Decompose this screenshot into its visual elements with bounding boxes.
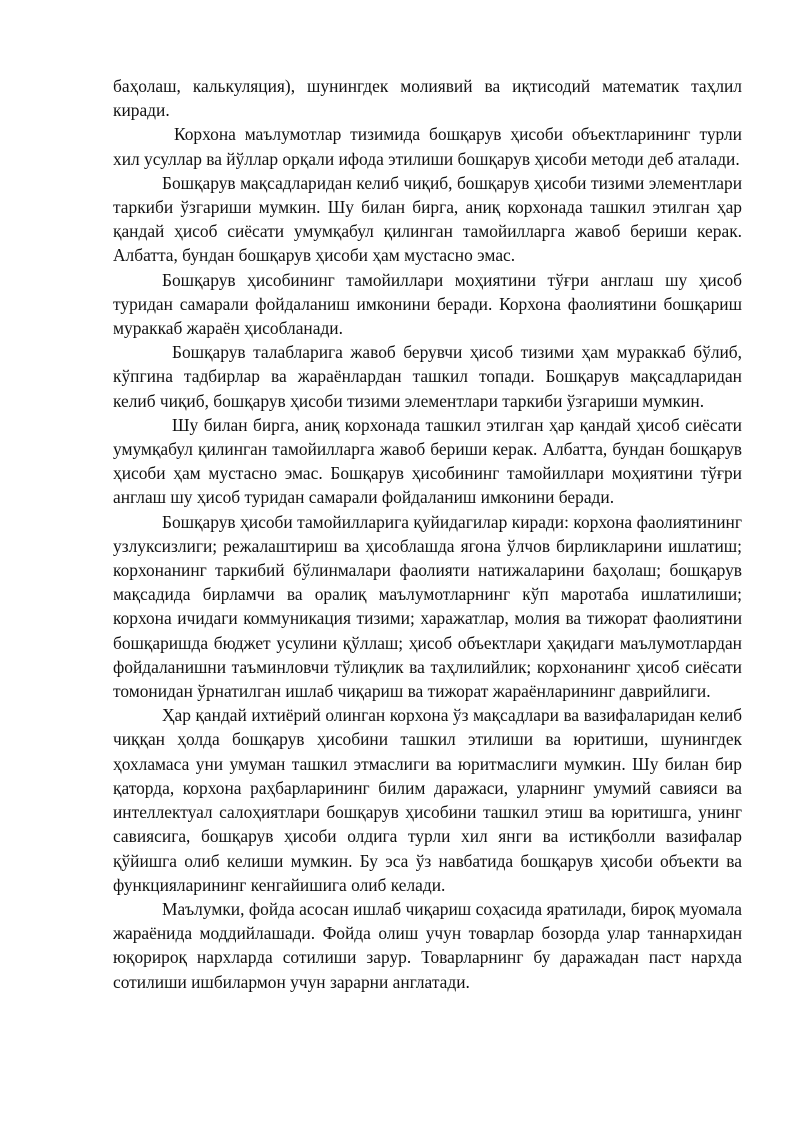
paragraph-1: баҳолаш, калькуляция), шунингдек молиявий ва иқтисодий математик таҳлил киради. — [113, 76, 742, 121]
paragraph-6: Шу билан бирга, аниқ корхонада ташкил этилган ҳар қандай ҳисоб сиёсати умумқабул қилинган тамойилларга жавоб бериши керак. Албатта, бундан бошқарув ҳисоби ҳам мустасно эмас. Бошқарув ҳисобининг тамойиллари моҳиятини тўғри англаш шу ҳисоб туридан самарали фойдаланиш имконини беради. — [113, 414, 742, 508]
paragraph-9: Маълумки, фойда асосан ишлаб чиқариш соҳасида яратилади, бироқ муомала жараёнида моддийлашади. Фойда олиш учун товарлар бозорда улар таннархидан юқорироқ нархларда сотилиши зарур. Товарларнинг бу даражадан паст нархда сотилиши ишбилармон учун зарарни англатади. — [113, 898, 742, 992]
document-page — [113, 74, 742, 994]
paragraph-5: Бошқарув талабларига жавоб берувчи ҳисоб тизими ҳам мураккаб бўлиб, кўпгина тадбирлар ва жараёнлардан ташкил топади. Бошқарув мақсадларидан келиб чиқиб, бошқарув ҳисоби тизими элементлари таркиби ўзгариши мумкин. — [113, 342, 742, 411]
paragraph-7: Бошқарув ҳисоби тамойилларига қуйидагилар киради: корхона фаолиятининг узлуксизлиги; режалаштириш ва ҳисоблашда ягона ўлчов бирликларини ишлатиш; корхонанинг таркибий бўлинмалари фаолияти натижаларини баҳолаш; бошқарув мақсадида бирламчи ва оралиқ маълумотларнинг кўп маротаба ишлатилиши; корхона ичидаги коммуникация тизими; харажатлар, молия ва тижорат фаолиятини бошқаришда бюджет усулини қўллаш; ҳисоб объектлари ҳақидаги маълумотлардан фойдаланишни таъминловчи тўлиқлик ва таҳлилийлик; корхонанинг ҳисоб сиёсати томонидан ўрнатилган ишлаб чиқариш ва тижорат жараёнларининг даврийлиги. — [113, 511, 742, 702]
paragraph-3: Бошқарув мақсадларидан келиб чиқиб, бошқарув ҳисоби тизими элементлари таркиби ўзгариши мумкин. Шу билан бирга, аниқ корхонада ташкил этилган ҳар қандай ҳисоб сиёсати умумқабул қилинган тамойилларга жавоб бериши керак. Албатта, бундан бошқарув ҳисоби ҳам мустасно эмас. — [113, 172, 742, 266]
paragraph-8: Ҳар қандай ихтиёрий олинган корхона ўз мақсадлари ва вазифаларидан келиб чиққан ҳолда бошқарув ҳисобини ташкил этилиши ва юритиши, шунингдек ҳохламаса уни умуман ташкил этмаслиги ва юритмаслиги мумкин. Шу билан бир қаторда, корхона раҳбарларининг билим даражаси, уларнинг умумий савияси ва интеллектуал салоҳиятлари бошқарув ҳисобини ташкил этиш ва юритишга, унинг савиясига, бошқарув ҳисоби олдига турли хил янги ва истиқболли вазифалар қўйишга олиб келиши мумкин. Бу эса ўз навбатида бошқарув ҳисоби объекти ва функцияларининг кенгайишига олиб келади. — [113, 705, 742, 895]
paragraph-2: Корхона маълумотлар тизимида бошқарув ҳисоби объектларининг турли хил усуллар ва йўллар орқали ифода этилиши бошқарув ҳисоби методи деб аталади. — [113, 124, 742, 169]
paragraph-4: Бошқарув ҳисобининг тамойиллари моҳиятини тўғри англаш шу ҳисоб туридан самарали фойдаланиш имконини беради. Корхона фаолиятини бошқариш мураккаб жараён ҳисобланади. — [113, 269, 742, 339]
